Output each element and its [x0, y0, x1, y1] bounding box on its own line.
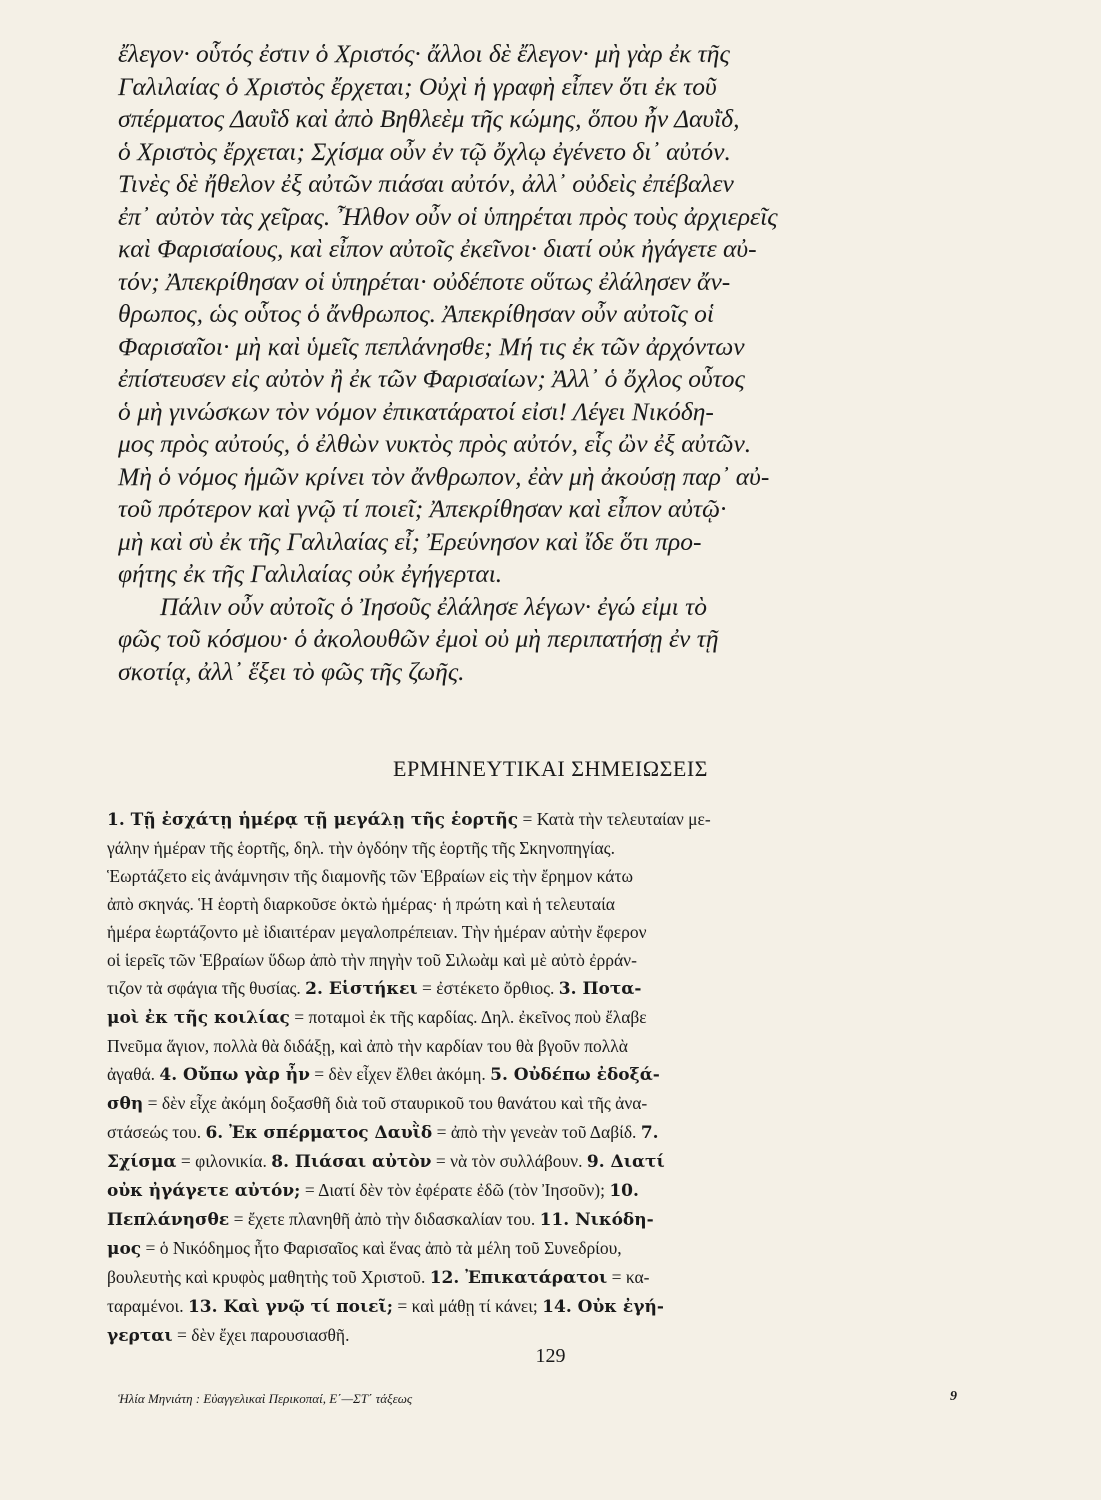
note-text: = ποταμοὶ ἐκ τῆς καρδίας. Δηλ. ἐκεῖνος ποὺ ἔλαβε: [289, 1007, 647, 1027]
note-text: ἀπὸ σκηνάς. Ἡ ἑορτὴ διαρκοῦσε ὀκτὼ ἡμέρας· ἡ πρώτη καὶ ἡ τελευταία: [107, 894, 615, 914]
note-term: 2. Εἱστήκει: [305, 979, 418, 999]
note-term: 13. Καὶ γνῷ τί ποιεῖ;: [187, 1297, 394, 1317]
note-term: οὐκ ἠγάγετε αὐτόν;: [107, 1181, 301, 1201]
explanatory-notes: [107, 805, 955, 1350]
notes-heading: ΕΡΜΗΝΕΥΤΙΚΑΙ ΣΗΜΕΙΩΣΕΙΣ: [393, 756, 708, 781]
note-text: τιζον τὰ σφάγια τῆς θυσίας.: [107, 978, 306, 998]
scripture-text: [118, 38, 950, 688]
scripture-line: ἐπίστευσεν εἰς αὐτὸν ἢ ἐκ τῶν Φαρισαίων; Ἀλλ᾿ ὁ ὄχλος οὗτος: [118, 364, 745, 393]
scripture-line: ἐπ᾿ αὐτὸν τὰς χεῖρας. Ἦλθον οὖν οἱ ὑπηρέται πρὸς τοὺς ἀρχιερεῖς: [118, 201, 778, 231]
notes-line: [107, 946, 955, 974]
scripture-line: Γαλιλαίας ὁ Χριστὸς ἔρχεται; Οὐχὶ ἡ γραφὴ εἶπεν ὅτι ἐκ τοῦ: [118, 71, 717, 101]
note-text: = δὲν ἔχει παρουσιασθῆ.: [172, 1325, 350, 1345]
note-term: μος: [107, 1239, 142, 1259]
scripture-line: σκοτίᾳ, ἀλλ᾿ ἕξει τὸ φῶς τῆς ζωῆς.: [118, 656, 465, 686]
scripture-line: ἔλεγον· οὗτός ἐστιν ὁ Χριστός· ἄλλοι δὲ ἔλεγον· μὴ γὰρ ἐκ τῆς: [118, 39, 730, 68]
note-term: 11. Νικόδη-: [539, 1210, 654, 1230]
note-text: = Κατὰ τὴν τελευταίαν με-: [518, 809, 711, 829]
note-term: 3. Ποτα-: [558, 979, 642, 999]
notes-line: [107, 1176, 955, 1205]
scripture-line: τόν; Ἀπεκρίθησαν οἱ ὑπηρέται· οὐδέποτε οὕτως ἐλάλησεν ἄν-: [118, 266, 731, 296]
note-text: Ἑωρτάζετο εἰς ἀνάμνησιν τῆς διαμονῆς τῶν Ἑβραίων εἰς τὴν ἔρημον κάτω: [107, 866, 634, 886]
notes-line: [107, 918, 955, 946]
scripture-line: Φαρισαῖοι· μὴ καὶ ὑμεῖς πεπλάνησθε; Μή τις ἐκ τῶν ἀρχόντων: [118, 331, 745, 361]
note-text: = δὲν εἶχε ἀκόμη δοξασθῆ διὰ τοῦ σταυρικοῦ του θανάτου καὶ τῆς ἀνα-: [143, 1093, 648, 1113]
note-term: 6. Ἐκ σπέρματος: [205, 1123, 369, 1143]
note-text: = καὶ μάθῃ τί κάνει;: [393, 1296, 543, 1316]
note-term: Σχίσμα: [107, 1152, 177, 1172]
notes-line: [107, 1089, 955, 1118]
page-number: 129: [535, 1345, 566, 1367]
note-text: = ἀπὸ τὴν γενεὰν τοῦ Δαβίδ.: [432, 1122, 641, 1142]
note-text: = ὁ Νικόδημος ἦτο Φαρισαῖος καὶ ἕνας ἀπὸ τὰ μέλη τοῦ Συνεδρίου,: [141, 1238, 622, 1258]
scripture-line: ὁ Χριστὸς ἔρχεται; Σχίσμα οὖν ἐν τῷ ὄχλῳ ἐγένετο δι᾿ αὐτόν.: [118, 136, 731, 166]
scripture-line: φήτης ἐκ τῆς Γαλιλαίας οὐκ ἐγήγερται.: [118, 559, 503, 588]
scripture-line: ὁ μὴ γινώσκων τὸν νόμον ἐπικατάρατοί εἰσι! Λέγει Νικόδη-: [118, 396, 714, 426]
note-term: 1. Τῇ ἐσχάτῃ ἡμέρᾳ τῇ μεγάλῃ τῆς ἑορτῆς: [107, 810, 519, 830]
notes-line: [107, 805, 955, 834]
scripture-line: μὴ καὶ σὺ ἐκ τῆς Γαλιλαίας εἶ; Ἐρεύνησον καὶ ἴδε ὅτι προ-: [118, 526, 702, 556]
notes-line: [107, 1032, 955, 1060]
notes-line: [107, 1118, 955, 1147]
note-term: μοὶ ἐκ τῆς κοιλίας: [107, 1008, 290, 1028]
notes-line: [107, 1147, 955, 1176]
note-text: = ἐστέκετο ὄρθιος.: [417, 978, 559, 998]
scripture-line: Μὴ ὁ νόμος ἡμῶν κρίνει τὸν ἄνθρωπον, ἐὰν μὴ ἀκούσῃ παρ᾿ αὐ-: [118, 461, 770, 491]
scripture-line: τοῦ πρότερον καὶ γνῷ τί ποιεῖ; Ἀπεκρίθησαν καὶ εἶπον αὐτῷ·: [118, 494, 727, 523]
notes-line: [107, 834, 955, 862]
note-text: = κα-: [607, 1267, 650, 1287]
note-term: σθη: [107, 1094, 144, 1114]
note-term: 5. Οὐδέπω ἐδοξά-: [490, 1065, 660, 1085]
scripture-line: Πάλιν οὖν αὐτοῖς ὁ Ἰησοῦς ἐλάλησε λέγων· ἐγώ εἰμι τὸ: [160, 591, 707, 621]
note-term: 12. Ἐπικατάρατοι: [429, 1268, 608, 1288]
footer-signature-mark: 9: [950, 1389, 957, 1404]
note-text: ἀγαθά.: [107, 1064, 160, 1084]
note-term: 9. Διατί: [586, 1152, 665, 1172]
note-text: βουλευτὴς καὶ κρυφὸς μαθητὴς τοῦ Χριστοῦ.: [107, 1267, 430, 1287]
notes-line: [107, 1060, 955, 1089]
note-text: = φιλονικία.: [176, 1151, 272, 1171]
note-term: 8. Πιάσαι αὐτὸν: [271, 1152, 432, 1172]
notes-line: [107, 1292, 955, 1321]
footer-book-title: Ἡλία Μηνιάτη : Εὐαγγελικαὶ Περικοπαί, Ε΄—ΣΤ΄ τάξεως: [118, 1391, 413, 1406]
notes-line: [107, 1263, 955, 1292]
notes-line: [107, 862, 955, 890]
scripture-line: μος πρὸς αὐτούς, ὁ ἐλθὼν νυκτὸς πρὸς αὐτόν, εἷς ὢν ἐξ αὐτῶν.: [118, 429, 752, 458]
note-text: στάσεώς του.: [107, 1122, 206, 1142]
note-text: γάλην ἡμέραν τῆς ἑορτῆς, δηλ. τὴν ὀγδόην τῆς ἑορτῆς τῆς Σκηνοπηγίας.: [107, 838, 615, 858]
notes-line: [107, 974, 955, 1003]
scripture-line: καὶ Φαρισαίους, καὶ εἶπον αὐτοῖς ἐκεῖνοι· διατί οὐκ ἠγάγετε αὐ-: [118, 234, 757, 263]
note-term: Δαυῒδ: [368, 1123, 433, 1143]
notes-line: [107, 1003, 955, 1032]
notes-line: [107, 1234, 955, 1263]
note-term: Πεπλάνησθε: [107, 1210, 230, 1230]
note-text: = ἔχετε πλανηθῆ ἀπὸ τὴν διδασκαλίαν του.: [229, 1209, 540, 1229]
note-term: 10.: [609, 1181, 639, 1201]
scripture-line: Τινὲς δὲ ἤθελον ἐξ αὐτῶν πιάσαι αὐτόν, ἀλλ᾿ οὐδεὶς ἐπέβαλεν: [118, 169, 734, 198]
scripture-line: θρωπος, ὡς οὗτος ὁ ἄνθρωπος. Ἀπεκρίθησαν οὖν αὐτοῖς οἱ: [118, 299, 714, 328]
note-text: οἱ ἱερεῖς τῶν Ἑβραίων ὕδωρ ἀπὸ τὴν πηγὴν τοῦ Σιλωὰμ καὶ μὲ αὐτὸ ἐρράν-: [107, 950, 637, 970]
notes-line: [107, 890, 955, 918]
note-text: ταραμένοι.: [107, 1296, 188, 1316]
note-term: 14. Οὐκ ἐγή-: [542, 1297, 664, 1317]
note-term: 4. Οὔπω γὰρ ἦν: [159, 1065, 310, 1085]
note-text: = νὰ τὸν συλλάβουν.: [431, 1151, 587, 1171]
note-text: Πνεῦμα ἅγιον, πολλὰ θὰ διδάξῃ, καὶ ἀπὸ τὴν καρδίαν του θὰ βγοῦν πολλὰ: [107, 1036, 628, 1056]
scripture-line: σπέρματος Δαυῒδ καὶ ἀπὸ Βηθλεὲμ τῆς κώμης, ὅπου ἦν Δαυῒδ,: [118, 104, 740, 133]
note-term: 7.: [640, 1123, 659, 1143]
note-text: = δὲν εἶχεν ἔλθει ἀκόμη.: [309, 1064, 491, 1084]
note-term: γερται: [107, 1326, 173, 1346]
note-text: = Διατί δὲν τὸν ἐφέρατε ἐδῶ (τὸν Ἰησοῦν);: [300, 1180, 610, 1200]
notes-line: [107, 1205, 955, 1234]
scripture-line: φῶς τοῦ κόσμου· ὁ ἀκολουθῶν ἐμοὶ οὐ μὴ περιπατήσῃ ἐν τῇ: [118, 624, 719, 653]
note-text: ἡμέρα ἑωρτάζοντο μὲ ἰδιαιτέραν μεγαλοπρέπειαν. Τὴν ἡμέραν αὐτὴν ἔφερον: [107, 922, 647, 942]
